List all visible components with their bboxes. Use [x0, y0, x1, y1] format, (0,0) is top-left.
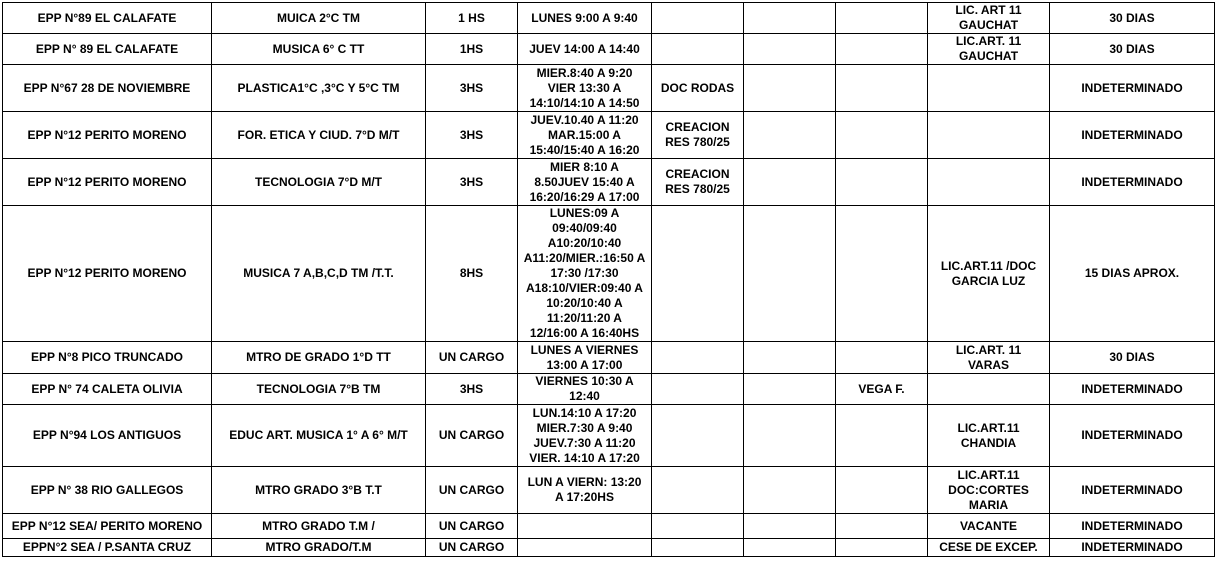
extra-cell [744, 342, 836, 374]
table-row [3, 374, 1215, 405]
table-row [3, 405, 1215, 467]
subject-cell: EDUC ART. MUSICA 1° A 6° M/T [212, 405, 426, 467]
note-cell [652, 514, 744, 539]
school-cell: EPP N°12 PERITO MORENO [3, 159, 212, 206]
duration-cell: INDETERMINADO [1050, 539, 1215, 557]
reason-cell [928, 374, 1050, 405]
note-cell: CREACION RES 780/25 [652, 159, 744, 206]
duration-cell: 30 DIAS [1050, 3, 1215, 34]
subject-cell: MUSICA 6° C TT [212, 34, 426, 65]
hours-cell: 3HS [426, 112, 518, 159]
extra-cell [744, 34, 836, 65]
hours-cell: UN CARGO [426, 467, 518, 514]
teacher-cell [836, 206, 928, 342]
reason-cell: CESE DE EXCEP. [928, 539, 1050, 557]
subject-cell: MUSICA 7 A,B,C,D TM /T.T. [212, 206, 426, 342]
teacher-cell [836, 514, 928, 539]
table-row [3, 342, 1215, 374]
hours-cell: 1 HS [426, 3, 518, 34]
school-cell: EPP N°89 EL CALAFATE [3, 3, 212, 34]
table-row [3, 112, 1215, 159]
teacher-cell [836, 159, 928, 206]
extra-cell [744, 405, 836, 467]
reason-cell: LIC.ART.11 /DOC GARCIA LUZ [928, 206, 1050, 342]
reason-cell [928, 112, 1050, 159]
school-cell: EPP N°12 PERITO MORENO [3, 206, 212, 342]
note-cell [652, 374, 744, 405]
schedule-cell: JUEV.10.40 A 11:20 MAR.15:00 A 15:40/15:40 A 16:20 [518, 112, 652, 159]
note-cell [652, 405, 744, 467]
table-row [3, 65, 1215, 112]
reason-cell: LIC.ART.11 CHANDIA [928, 405, 1050, 467]
hours-cell: 8HS [426, 206, 518, 342]
note-cell: DOC RODAS [652, 65, 744, 112]
hours-cell: UN CARGO [426, 514, 518, 539]
table-row [3, 467, 1215, 514]
note-cell [652, 3, 744, 34]
school-cell: EPP N°94 LOS ANTIGUOS [3, 405, 212, 467]
hours-cell: 1HS [426, 34, 518, 65]
extra-cell [744, 112, 836, 159]
hours-cell: 3HS [426, 159, 518, 206]
teacher-cell [836, 539, 928, 557]
duration-cell: INDETERMINADO [1050, 159, 1215, 206]
duration-cell: INDETERMINADO [1050, 467, 1215, 514]
schedule-cell: LUNES 9:00 A 9:40 [518, 3, 652, 34]
note-cell: CREACION RES 780/25 [652, 112, 744, 159]
schedule-cell: LUNES:09 A 09:40/09:40 A10:20/10:40 A11:20/MIER.:16:50 A 17:30 /17:30 A18:10/VIER:09:40 A 10:20/10:40 A 11:20/11:20 A 12/16:00 A 16:40HS [518, 206, 652, 342]
extra-cell [744, 206, 836, 342]
hours-cell: 3HS [426, 374, 518, 405]
schedule-cell: VIERNES 10:30 A 12:40 [518, 374, 652, 405]
table-body [3, 3, 1215, 557]
hours-cell: UN CARGO [426, 405, 518, 467]
duration-cell: INDETERMINADO [1050, 514, 1215, 539]
schedule-cell: LUNES A VIERNES 13:00 A 17:00 [518, 342, 652, 374]
teacher-cell: VEGA F. [836, 374, 928, 405]
duration-cell: INDETERMINADO [1050, 65, 1215, 112]
subject-cell: PLASTICA1°C ,3°C Y 5°C TM [212, 65, 426, 112]
teacher-cell [836, 112, 928, 159]
school-cell: EPP N°67 28 DE NOVIEMBRE [3, 65, 212, 112]
subject-cell: MTRO DE GRADO 1°D TT [212, 342, 426, 374]
subject-cell: MTRO GRADO 3°B T.T [212, 467, 426, 514]
teacher-cell [836, 65, 928, 112]
teacher-cell [836, 405, 928, 467]
school-cell: EPPN°2 SEA / P.SANTA CRUZ [3, 539, 212, 557]
note-cell [652, 34, 744, 65]
hours-cell: 3HS [426, 65, 518, 112]
extra-cell [744, 159, 836, 206]
subject-cell: TECNOLOGIA 7°B TM [212, 374, 426, 405]
schedule-cell: MIER.8:40 A 9:20 VIER 13:30 A 14:10/14:10 A 14:50 [518, 65, 652, 112]
table-row [3, 514, 1215, 539]
teacher-cell [836, 342, 928, 374]
hours-cell: UN CARGO [426, 539, 518, 557]
schedule-cell: LUN.14:10 A 17:20 MIER.7:30 A 9:40 JUEV.7:30 A 11:20 VIER. 14:10 A 17:20 [518, 405, 652, 467]
duration-cell: INDETERMINADO [1050, 405, 1215, 467]
reason-cell: VACANTE [928, 514, 1050, 539]
table-row [3, 3, 1215, 34]
note-cell [652, 467, 744, 514]
subject-cell: FOR. ETICA Y CIUD. 7°D M/T [212, 112, 426, 159]
hours-cell: UN CARGO [426, 342, 518, 374]
reason-cell: LIC.ART. 11 VARAS [928, 342, 1050, 374]
reason-cell: LIC.ART. 11 GAUCHAT [928, 34, 1050, 65]
duration-cell: INDETERMINADO [1050, 374, 1215, 405]
school-cell: EPP N° 74 CALETA OLIVIA [3, 374, 212, 405]
table-row [3, 206, 1215, 342]
schedule-cell: MIER 8:10 A 8.50JUEV 15:40 A 16:20/16:29 A 17:00 [518, 159, 652, 206]
duration-cell: 30 DIAS [1050, 342, 1215, 374]
reason-cell [928, 159, 1050, 206]
extra-cell [744, 539, 836, 557]
school-cell: EPP N° 38 RIO GALLEGOS [3, 467, 212, 514]
subject-cell: MTRO GRADO T.M / [212, 514, 426, 539]
school-cell: EPP N°12 PERITO MORENO [3, 112, 212, 159]
reason-cell [928, 65, 1050, 112]
extra-cell [744, 467, 836, 514]
teacher-cell [836, 3, 928, 34]
reason-cell: LIC. ART 11 GAUCHAT [928, 3, 1050, 34]
extra-cell [744, 3, 836, 34]
extra-cell [744, 374, 836, 405]
extra-cell [744, 65, 836, 112]
table-row [3, 159, 1215, 206]
school-cell: EPP N° 89 EL CALAFATE [3, 34, 212, 65]
school-cell: EPP N°12 SEA/ PERITO MORENO [3, 514, 212, 539]
duration-cell: INDETERMINADO [1050, 112, 1215, 159]
subject-cell: TECNOLOGIA 7°D M/T [212, 159, 426, 206]
subject-cell: MUICA 2°C TM [212, 3, 426, 34]
vacancies-table [2, 2, 1215, 557]
schedule-cell [518, 514, 652, 539]
teacher-cell [836, 34, 928, 65]
note-cell [652, 206, 744, 342]
schedule-cell: LUN A VIERN: 13:20 A 17:20HS [518, 467, 652, 514]
note-cell [652, 342, 744, 374]
duration-cell: 15 DIAS APROX. [1050, 206, 1215, 342]
teacher-cell [836, 467, 928, 514]
reason-cell: LIC.ART.11 DOC:CORTES MARIA [928, 467, 1050, 514]
schedule-cell: JUEV 14:00 A 14:40 [518, 34, 652, 65]
table-row [3, 539, 1215, 557]
table-row [3, 34, 1215, 65]
extra-cell [744, 514, 836, 539]
school-cell: EPP N°8 PICO TRUNCADO [3, 342, 212, 374]
note-cell [652, 539, 744, 557]
duration-cell: 30 DIAS [1050, 34, 1215, 65]
subject-cell: MTRO GRADO/T.M [212, 539, 426, 557]
schedule-cell [518, 539, 652, 557]
